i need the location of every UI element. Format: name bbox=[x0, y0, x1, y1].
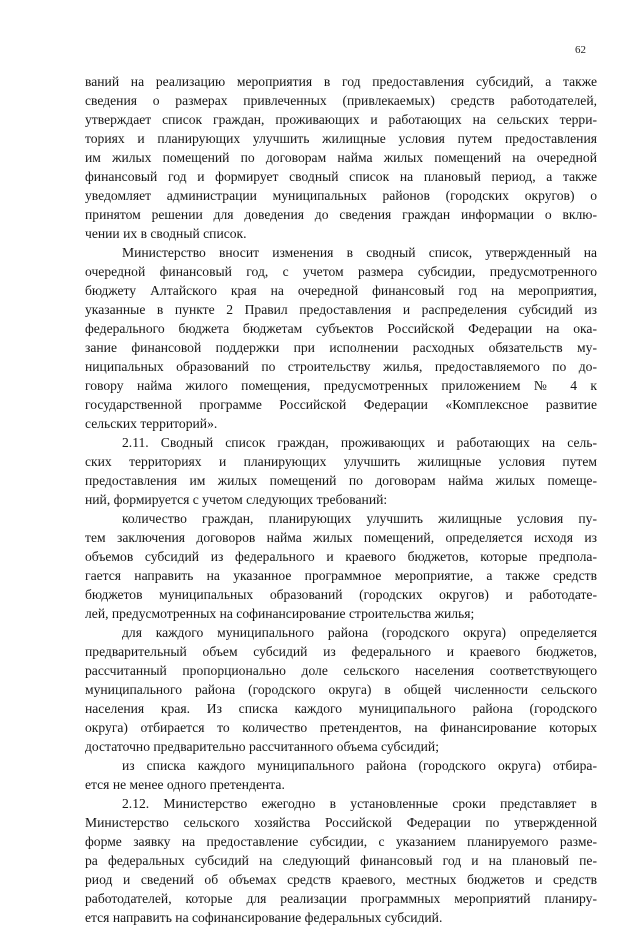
text-line: гается направить на указанное программное мероприятие, а также средств bbox=[85, 568, 597, 583]
text-line: форме заявку на предоставление субсидии, с указанием планируемого разме- bbox=[85, 834, 597, 849]
text-line: утверждает список граждан, проживающих и работающих на сельских терри- bbox=[85, 112, 597, 127]
document-body bbox=[85, 72, 597, 927]
text-line: им жилых помещений по договорам найма жилых помещений на очередной bbox=[85, 150, 597, 165]
text-line: ра федеральных субсидий на следующий финансовый год и на плановый пе- bbox=[85, 853, 597, 868]
text-line: бюджетов муниципальных образований (городских округов) и работодате- bbox=[85, 587, 597, 602]
text-line: уведомляет администрации муниципальных районов (городских округов) о bbox=[85, 188, 597, 203]
text-line: принятом решении для доведения до сведения граждан информации о вклю- bbox=[85, 207, 597, 222]
text-line: работодателей, которые для реализации программных мероприятий планиру- bbox=[85, 891, 597, 906]
text-line: 2.12. Министерство ежегодно в установленные сроки представляет в bbox=[122, 796, 597, 811]
text-line: населения края. Из списка каждого муниципального района (городского bbox=[85, 701, 597, 716]
text-line: финансовый год и формирует сводный список на плановый период, а также bbox=[85, 169, 597, 184]
text-line: 2.11. Сводный список граждан, проживающих и работающих на сель- bbox=[122, 435, 597, 450]
text-line: чении их в сводный список. bbox=[85, 226, 247, 241]
text-line: сельских территорий». bbox=[85, 416, 218, 431]
text-line: лей, предусмотренных на софинансирование строительства жилья; bbox=[85, 606, 475, 621]
text-line: говору найма жилого помещения, предусмотренных приложением № 4 к bbox=[85, 378, 597, 393]
paragraph bbox=[85, 72, 597, 243]
text-line: риод и сведений об объемах средств краевого, местных бюджетов и средств bbox=[85, 872, 597, 887]
text-line: для каждого муниципального района (городского округа) определяется bbox=[122, 625, 597, 640]
paragraph bbox=[85, 794, 597, 927]
text-line: ниципальных образований по строительству жилья, предоставляемого по до- bbox=[85, 359, 597, 374]
text-line: муниципального района (городского округа) в общей численности сельского bbox=[85, 682, 597, 697]
text-line: округа) отбирается то количество претендентов, на финансирование которых bbox=[85, 720, 597, 735]
text-line: предварительный объем субсидий из федерального и краевого бюджетов, bbox=[85, 644, 597, 659]
paragraph bbox=[85, 243, 597, 433]
text-line: указанные в пункте 2 Правил предоставления и распределения субсидий из bbox=[85, 302, 597, 317]
text-line: зание финансовой поддержки при исполнении расходных обязательств му- bbox=[85, 340, 597, 355]
text-line: Министерство сельского хозяйства Российской Федерации по утвержденной bbox=[85, 815, 597, 830]
text-line: из списка каждого муниципального района (городского округа) отбира- bbox=[122, 758, 597, 773]
page-number: 62 bbox=[575, 44, 586, 56]
text-line: очередной финансовый год, с учетом размера субсидии, предусмотренного bbox=[85, 264, 597, 279]
text-line: бюджету Алтайского края на очередной финансовый год на мероприятия, bbox=[85, 283, 597, 298]
text-line: ваний на реализацию мероприятия в год предоставления субсидий, а также bbox=[85, 74, 597, 89]
text-line: сведения о размерах привлеченных (привлекаемых) средств работодателей, bbox=[85, 93, 597, 108]
text-line: ских территориях и планирующих улучшить жилищные условия путем bbox=[85, 454, 597, 469]
paragraph bbox=[85, 623, 597, 756]
text-line: достаточно предварительно рассчитанного объема субсидий; bbox=[85, 739, 439, 754]
paragraph bbox=[85, 509, 597, 623]
text-line: объемов субсидий из федерального и краевого бюджетов, которые предпола- bbox=[85, 549, 597, 564]
text-line: федерального бюджета бюджетам субъектов Российской Федерации на ока- bbox=[85, 321, 597, 336]
text-line: предоставления им жилых помещений по договорам найма жилых помеще- bbox=[85, 473, 597, 488]
text-line: ний, формируется с учетом следующих требований: bbox=[85, 492, 388, 507]
text-line: государственной программе Российской Федерации «Комплексное развитие bbox=[85, 397, 597, 412]
text-line: ется направить на софинансирование федеральных субсидий. bbox=[85, 910, 443, 925]
paragraph bbox=[85, 433, 597, 509]
text-line: тем заключения договоров найма жилых помещений, определяется исходя из bbox=[85, 530, 597, 545]
text-line: ториях и планирующих улучшить жилищные условия путем предоставления bbox=[85, 131, 597, 146]
text-line: количество граждан, планирующих улучшить жилищные условия пу- bbox=[122, 511, 597, 526]
text-line: ется не менее одного претендента. bbox=[85, 777, 285, 792]
text-line: рассчитанный пропорционально доле сельского населения соответствующего bbox=[85, 663, 597, 678]
text-line: Министерство вносит изменения в сводный список, утвержденный на bbox=[122, 245, 597, 260]
paragraph bbox=[85, 756, 597, 794]
